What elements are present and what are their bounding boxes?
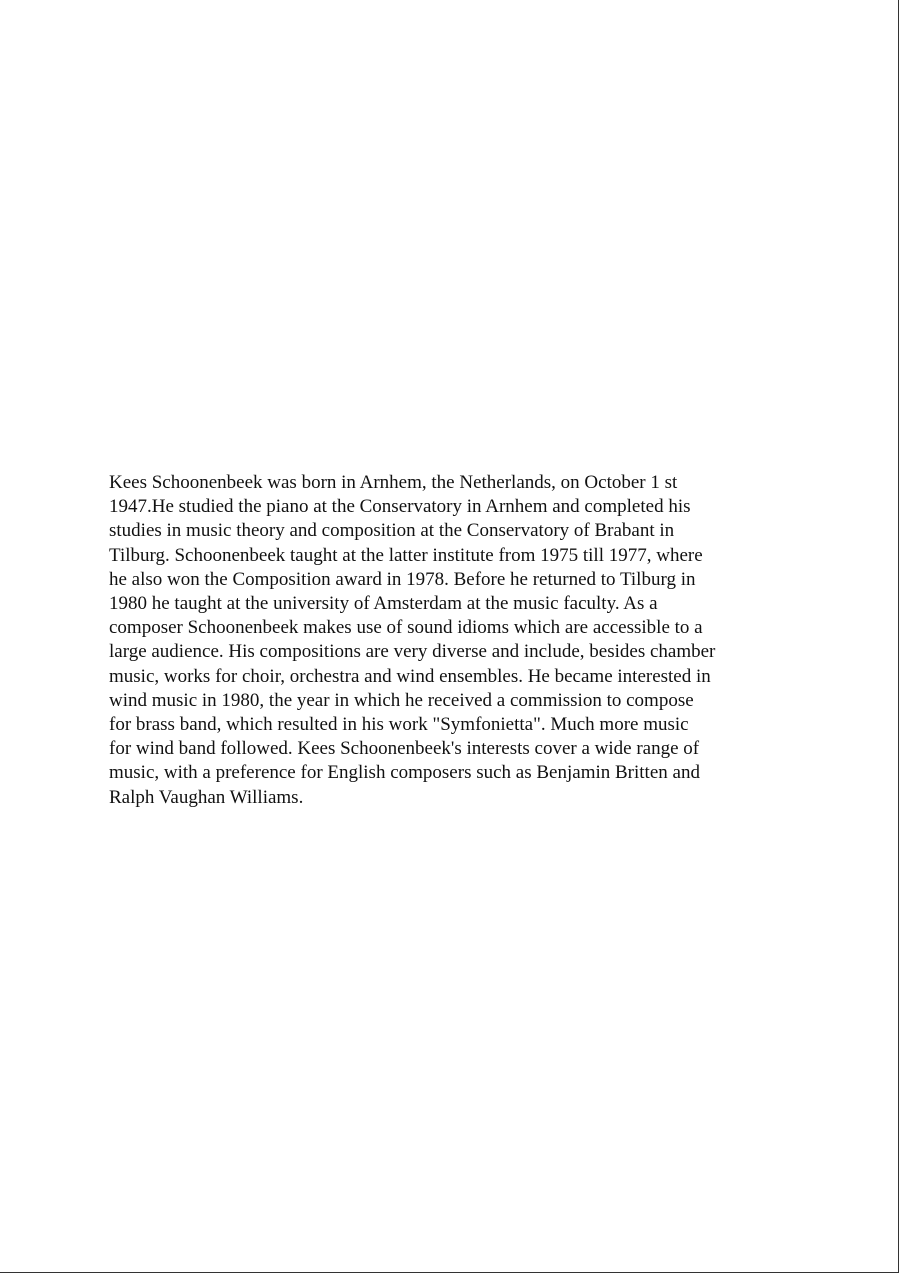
biography-line: for brass band, which resulted in his work "Symfonietta". Much more music <box>109 714 689 736</box>
biography-line: 1980 he taught at the university of Amsterdam at the music faculty. As a <box>109 593 658 615</box>
biography-line: large audience. His compositions are very diverse and include, besides chamber <box>109 641 716 663</box>
biography-line: Ralph Vaughan Williams. <box>109 786 304 808</box>
biography-line: music, works for choir, orchestra and wind ensembles. He became interested in <box>109 665 711 687</box>
biography-line: music, with a preference for English composers such as Benjamin Britten and <box>109 762 700 784</box>
biography-line: 1947.He studied the piano at the Conservatory in Arnhem and completed his <box>109 496 691 518</box>
biography-line: wind music in 1980, the year in which he received a commission to compose <box>109 689 694 711</box>
biography-line: he also won the Composition award in 1978. Before he returned to Tilburg in <box>109 568 696 590</box>
biography-line: for wind band followed. Kees Schoonenbeek's interests cover a wide range of <box>109 738 700 760</box>
biography-line: studies in music theory and composition at the Conservatory of Brabant in <box>109 520 675 542</box>
biography-line: composer Schoonenbeek makes use of sound idioms which are accessible to a <box>109 617 703 639</box>
biography-paragraph <box>109 471 809 810</box>
biography-line: Tilburg. Schoonenbeek taught at the latter institute from 1975 till 1977, where <box>109 544 703 566</box>
biography-line: Kees Schoonenbeek was born in Arnhem, the Netherlands, on October 1 st <box>109 472 678 493</box>
